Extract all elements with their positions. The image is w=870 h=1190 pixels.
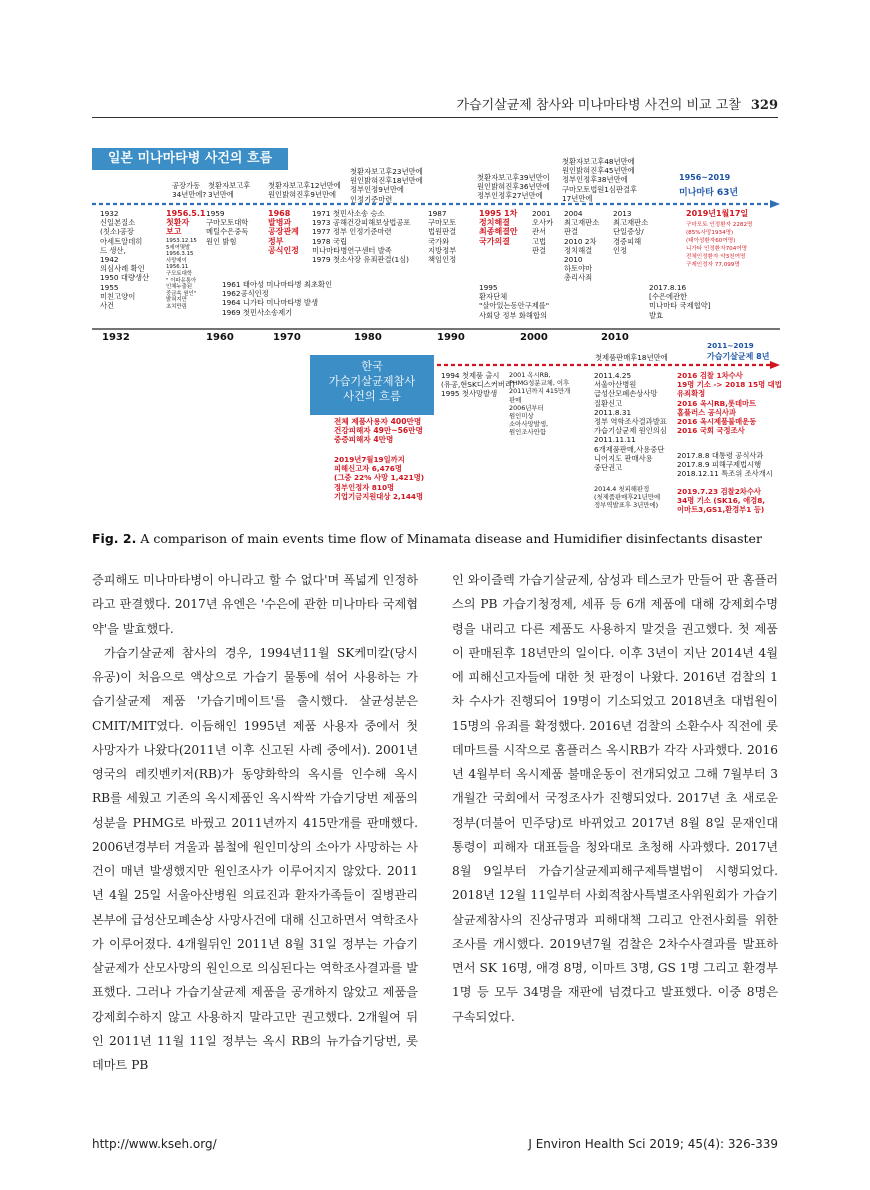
korea-2016: 2016 검찰 1차수사 19명 기소 -> 2018 15명 대법 유죄확정 2016 옥시RB,롯데마트 홈플러스 공식사과 2016 옥시제품불매운동 2016 국회 국정조사: [677, 371, 782, 436]
running-header: [456, 94, 778, 113]
event-2004: 2004 최고재판소 판결 2010 2차 정치해결 2010 하토야마 총리사죄: [564, 209, 600, 283]
korea-2014: 2014.4 첫피해판정 (첫제품판매후21년만에 정부역발표후 3년만에): [594, 485, 661, 510]
minamata-banner: 일본 미나마타병 사건의 흐름: [92, 148, 288, 170]
figure-caption: [92, 531, 762, 546]
korea-banner: 한국 가습기살균제참사 사건의 흐름: [310, 355, 434, 415]
korea-reported: 2019년7월19일까지 피해신고자 6,476명 (그중 22% 사망 1,421명) 정부인정자 810명 기업기금지원대상 2,144명: [334, 455, 425, 501]
body-column-right: [452, 568, 778, 1029]
minamata-range: 1956~2019: [679, 173, 731, 182]
footer-citation: J Environ Health Sci 2019; 45(4): 326-339: [528, 1137, 778, 1151]
timeline-figure: [92, 145, 780, 525]
year-axis: [92, 325, 780, 349]
note-3: 첫환자보고후12년만에 원인밝혀진후9년만에: [268, 181, 341, 200]
paragraph: 인 와이즐렉 가습기살균제, 삼성과 테스코가 만들어 판 홈플러스의 PB 가습기청정제, 세퓨 등 6개 제품에 대해 강제회수명령을 내리고 다른 제품도 사용하지 말것을 권고했다. 첫 제품이 판매된후 18년만의 일이다. 이후 3년이 지난 2014년 4월에 피해신고자들에 대한 첫 판정이 나왔다. 2016년 검찰의 1차 수사가 진행되어 19명이 기소되었고 2018년초 대법원이 15명의 유죄를 확정했다. 2016년 검찰의 소환수사 직전에 롯데마트를 시작으로 홈플러스 옥시RB가 각각 사과했다. 2016년 4월부터 옥시제품 불매운동이 전개되었고 그해 7월부터 3개월간 국회에서 국정조사가 진행되었다. 2017년 초 새로운 정부(더불어 민주당)로 바뀌었고 2017년 8월 8일 문재인대통령이 피해자 대표들을 청와대로 초청해 사과했다. 2017년 8월 9일부터 가습기살균제피해구제특별법이 시행되었다. 2018년 12월 11일부터 사회적참사특별조사위원회가 가습기살균제참사의 진상규명과 피해대책 그리고 안전사회를 위한 조사를 개시했다. 2019년7월 검찰은 2차수사결과를 발표하면서 SK 16명, 애경 8명, 이마트 3명, GS 1명 그리고 환경부 1명 등 모두 34명을 재판에 넘겼다고 발표했다. 이중 8명은 구속되었다.: [452, 573, 778, 1024]
caption-text: A comparison of main events time flow of Minamata disease and Humidifier disinfectants disaster: [140, 531, 762, 546]
event-2019: 2019년1월17일: [686, 209, 749, 218]
korea-timeline-line: [437, 361, 780, 369]
axis-2000: 2000: [520, 332, 548, 343]
footer-url: http://www.kseh.org/: [92, 1137, 217, 1151]
minamata-years: 미나마타 63년: [679, 188, 739, 198]
event-2013: 2013 최고재판소 단일증상/ 경증피해 인정: [613, 209, 649, 255]
note-6: 첫환자보고후48년만에 원인밝혀진후45년만에 정부인정후38년만에 구마모토법원1심판결후 17년만에: [562, 157, 638, 203]
event-1959: 1959 구마모토대학 메틸수은중독 원인 밝힘: [206, 209, 249, 246]
note-4: 첫환자보고후23년만에 원인밝혀진후18년만에 정부인정9년만에 인정기준마련: [350, 167, 423, 204]
event-1987: 1987 구마모토 법원판결 국가와 지방정부 책임인정: [428, 209, 457, 265]
korea-2011: 2011.4.25 서울아산병원 급성산모폐손상사망 질환신고 2011.8.31 정부 역학조사결과발표 가습기살균제 원인의심 2011.11.11 6개제품판매,사용중단 니어지도 판매사용 중단권고: [594, 371, 667, 473]
korea-2017: 2017.8.8 대통령 공식사과 2017.8.9 피해구제법시행 2018.12.11 특조위 조사개시: [677, 451, 773, 479]
page-number: 329: [750, 98, 778, 113]
event-1932: 1932 신일본질소 (칫소)공장 아세트알데히 드 생산, 1942 의심사례 확인 1950 대량생산 1955 미친고양이 사건: [100, 209, 150, 311]
event-1971: 1971 첫민사소송 승소 1973 공해건강피해보상법공포 1977 정부 인정기준마련 1978 국립 미나마타병연구센터 발족 1979 첫소사장 유죄판결(1심): [312, 209, 411, 265]
axis-2010: 2010: [601, 332, 629, 343]
body-column-left: [92, 568, 418, 1077]
note-1: 공장가동 34년만에?: [172, 181, 207, 200]
event-1968: 1968 발병과 공장관계 정부 공식인정: [268, 209, 299, 255]
axis-1932: 1932: [102, 332, 130, 343]
event-1995-settlement: 1995 환자단체 "살아있는동안구제를" 사회당 정부 화해합의: [479, 283, 550, 320]
axis-1970: 1970: [273, 332, 301, 343]
note-5: 첫환자보고후39년만이 원인밝혀진후36년만에 정부인정후27년만에: [477, 173, 550, 201]
event-1995: 1995 1차 정치해결 최종해결안 국가의결: [479, 209, 518, 246]
korea-range: 2011~2019: [707, 341, 754, 350]
caption-label: Fig. 2.: [92, 531, 137, 546]
paragraph: 가습기살균제 참사의 경우, 1994년11월 SK케미칼(당시 유공)이 처음으로 액상으로 가습기 물통에 섞어 사용하는 가습기살균제 제품 '가습기메이트'를 출시했다. 살균성분은 CMIT/MIT였다. 이듬해인 1995년 제품 사용자 중에서 첫 사망자가 나왔다(2011년 이후 신고된 사례 중에서). 2001년 영국의 레킷벤키저(RB)가 동양화학의 옥시를 인수해 옥시 RB를 세웠고 기존의 옥시제품인 옥시싹싹 가습기당번 제품의 성분을 PHMG로 바꿨고 2011년까지 415만개를 판매했다. 2006년경부터 겨울과 봄철에 원인미상의 소아가 사망하는 사건이 매년 발생했지만 원인조사가 이루어지지 않았다. 2011년 4월 25일 서울아산병원 의료진과 환자가족들이 질병관리본부에 급성산모폐손상 사망사건에 대해 신고하면서 역학조사가 이루어졌다. 4개월뒤인 2011년 8월 31일 정부는 가습기살균제가 산모사망의 원인으로 의심된다는 역학조사결과를 발표했다. 그러나 가습기살균제 제품을 공개하지 않았고 제품을 강제회수하지 않고 사용하지 말라고만 권고했다. 2개월여 뒤인 2011년 11월 11일 정부는 옥시 RB의 뉴가습기당번, 롯데마트 PB: [92, 645, 418, 1072]
korea-top-note: 첫제품판매후18년만에: [595, 353, 668, 362]
event-1956: 1956.5.1 첫환자 보고: [166, 209, 206, 237]
axis-1960: 1960: [206, 332, 234, 343]
event-2001: 2001 오사카 관서 고법 판결: [532, 209, 554, 255]
minamata-timeline-line: [92, 200, 780, 208]
korea-years: 가습기살균제 8년: [707, 352, 770, 361]
korea-2001: 2001 옥시RB, PHMG성분교체, 이후 2011년까지 415만개 판매 2006년부터 원인미상 소아사망발생, 원인조사안함: [509, 371, 571, 437]
event-2019-details: 구마모토 인정환자 2282명 (85%사망1934명) (태아성환자60여명) 니가타 인정환자704여명 전체인정환자 약3천여명 구제인정자 77,099명: [686, 222, 753, 268]
note-2: 첫환자보고후 3년만에: [208, 181, 251, 200]
korea-2019: 2019.7.23 검찰2차수사 34명 기소 (SK16, 애경8, 이마트3,GS1,환경부1 등): [677, 487, 766, 515]
paragraph: 증피해도 미나마타병이 아니라고 할 수 없다'며 폭넓게 인정하라고 판결했다. 2017년 유엔은 '수은에 관한 미나마타 국제협약'을 발효했다.: [92, 573, 418, 636]
axis-1980: 1980: [354, 332, 382, 343]
korea-totals: 전체 제품사용자 400만명 건강피해자 49만~56만명 중증피해자 4만명: [334, 417, 423, 445]
korea-1994: 1994 첫제품 출시 (유공,현SK디스커버리) 1995 첫사망발생: [441, 371, 515, 399]
event-1961: 1961 태아성 미나마타병 최초확인 1962공식인정 1964 니가타 미나마타병 발생 1969 첫민사소송제기: [222, 280, 333, 317]
axis-1990: 1990: [437, 332, 465, 343]
header-rule: [92, 117, 778, 118]
event-2017: 2017.8.16 [수은에관한 미나마타 국제협약] 발효: [649, 283, 711, 320]
event-1956-details: 1953.12.15 5세여몇발 1956.3.15 사망예이 1956.11 구모토대학 " 이파유통아 인체누출된 중금속 원인" 밝혀지만 초치만림: [166, 238, 197, 310]
running-title: 가습기살균제 참사와 미나마타병 사건의 비교 고찰: [456, 98, 741, 113]
